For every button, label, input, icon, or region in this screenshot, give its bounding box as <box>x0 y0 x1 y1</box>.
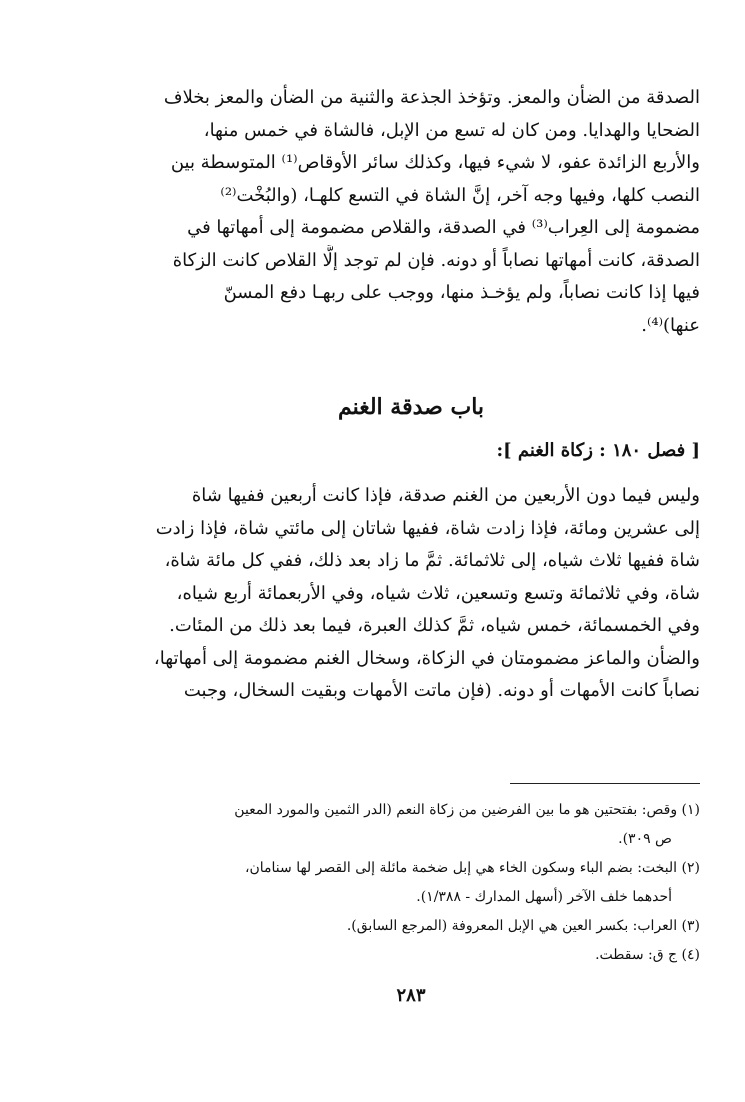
chapter-heading: باب صدقة الغنم <box>337 394 485 420</box>
section-title: [ فصل ١٨٠ : زكاة الغنم ]: <box>496 440 700 461</box>
footnote-line: (٣) العراب: بكسر العين هي الإبل المعروفة (المرجع السابق). <box>346 918 700 934</box>
page-number: ٢٨٣ <box>396 985 426 1006</box>
footnote-separator <box>510 783 700 784</box>
text-line: والأربع الزائدة عفو، لا شيء فيها، وكذلك سائر الأوقاص⁽¹⁾ المتوسطة بين <box>170 152 700 173</box>
text-line: وليس فيما دون الأربعين من الغنم صدقة، فإذا كانت أربعين ففيها شاة <box>191 485 700 506</box>
text-line: إلى عشرين ومائة، فإذا زادت شاة، ففيها شاتان إلى مائتي شاة، فإذا زادت <box>155 517 700 539</box>
footnote-line: ص ٣٠٩). <box>618 831 672 847</box>
text-line: فيها إذا كانت نصاباً، ولم يؤخـذ منها، ووجب على ربهـا دفع المسنّ <box>223 282 700 303</box>
paragraph-1 <box>122 82 700 342</box>
footnote-line: أحدهما خلف الآخر (أسهل المدارك - ١/٣٨٨). <box>416 889 672 905</box>
text-line: والضأن والماعز مضمومتان في الزكاة، وسخال الغنم مضمومة إلى أمهاتها، <box>153 647 700 669</box>
text-line: شاة ففيها ثلاث شياه، إلى ثلاثمائة. ثمَّ ما زاد بعد ذلك، ففي كل مائة شاة، <box>164 550 700 571</box>
footnote-line: (٤) ج ق: سقطت. <box>595 947 700 963</box>
text-line: النصب كلها، وفيها وجه آخر، إنَّ الشاة في التسع كلهـا، (والبُخْت⁽²⁾ <box>220 184 700 206</box>
text-line: مضمومة إلى العِراب⁽³⁾ في الصدقة، والقلاص مضمومة إلى أمهاتها في <box>187 217 700 238</box>
text-line: عنها)⁽⁴⁾. <box>641 314 700 336</box>
footnotes <box>122 796 700 970</box>
text-line: الصدقة، كانت أمهاتها نصاباً أو دونه. فإن لم توجد إلَّا القلاص كانت الزكاة <box>172 249 700 271</box>
text-line: وفي الخمسمائة، خمس شياه، ثمَّ كذلك العبرة، فيما بعد ذلك من المئات. <box>169 615 700 636</box>
paragraph-2 <box>122 480 700 708</box>
text-line: الصدقة من الضأن والمعز. وتؤخذ الجذعة والثنية من الضأن والمعز بخلاف <box>163 87 700 108</box>
text-line: الضحايا والهدايا. ومن كان له تسع من الإبل، فالشاة في خمس منها، <box>203 119 700 141</box>
text-line: شاة، وفي ثلاثمائة وتسع وتسعين، ثلاث شياه، وفي الأربعمائة أربع شياه، <box>176 582 700 604</box>
footnote-line: (٢) البخت: بضم الباء وسكون الخاء هي إبل ضخمة مائلة إلى القصر لها سنامان، <box>244 860 700 876</box>
footnote-line: (١) وقص: بفتحتين هو ما بين الفرضين من زكاة النعم (الدر الثمين والمورد المعين <box>234 802 700 818</box>
text-line: نصاباً كانت الأمهات أو دونه. (فإن ماتت الأمهات وبقيت السخال، وجبت <box>183 680 700 701</box>
